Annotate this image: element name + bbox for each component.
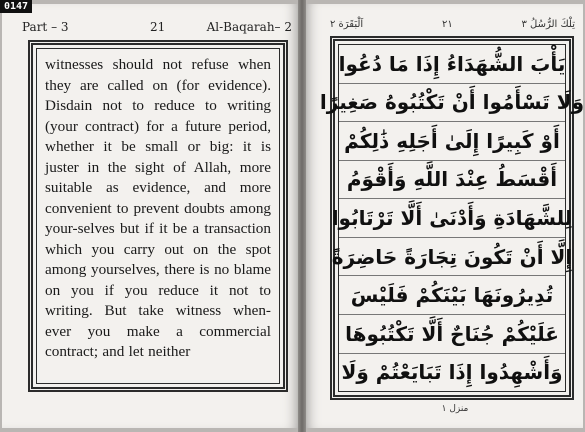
arabic-line: أَقْسَطُ عِنْدَ اللَّهِ وَأَقْوَمُ	[339, 161, 565, 200]
right-page-header	[330, 19, 575, 35]
translation-line: witnesses should not refuse	[45, 56, 229, 73]
translation-frame-inner	[36, 48, 280, 384]
translation-line: contract; and let neither	[45, 343, 191, 360]
translation-line: future period, whether it be small	[45, 117, 272, 155]
translation-line: or big: it is juster in the sight of	[45, 138, 272, 176]
translation-line: yourselves, there is no blame on	[45, 261, 271, 299]
arabic-text-frame	[319, 36, 585, 400]
arabic-line: عَلَيْكُمْ جُنَاحٌ أَلَّا تَكْتُبُوهَا	[339, 315, 565, 354]
book-gutter	[298, 0, 306, 432]
translation-line: Allah, more suitable as evidence,	[45, 158, 271, 196]
page-id-badge: 0147	[0, 0, 32, 13]
surah-label-arabic: اَلْبَقَرَة ٢	[330, 19, 364, 30]
manzil-footer: منزل ١	[441, 404, 469, 414]
arabic-line: أَوْ كَبِيرًا إِلَىٰ أَجَلِهِ ذَٰلِكُمْ	[339, 122, 565, 161]
translation-line: doubts among your-selves but if	[45, 199, 272, 237]
translation-line: you if you reduce it not to	[71, 281, 272, 299]
arabic-line: وَأَشْهِدُوا إِذَا تَبَايَعْتُمْ وَلَا	[341, 360, 563, 385]
translation-line: writing. But take witness when-	[45, 302, 271, 319]
surah-label: Al-Baqarah– 2	[206, 20, 292, 34]
arabic-line: لِلشَّهَادَةِ وَأَدْنَىٰ أَلَّا تَرْتَابُوا	[339, 199, 565, 238]
translation-line: to writing (your contract) for a	[45, 97, 272, 135]
arabic-line: تُدِيرُونَهَا بَيْنَكُمْ فَلَيْسَ	[339, 276, 565, 315]
translation-line: and more convenient to prevent	[45, 179, 272, 217]
translation-frame	[28, 40, 288, 392]
arabic-line: يَأْبَ الشُّهَدَاءُ إِذَا مَا دُعُوا	[339, 45, 565, 84]
translation-line: it be a transaction which you	[45, 220, 271, 258]
page-number-arabic: ٢١	[442, 19, 453, 30]
left-page-header	[22, 20, 292, 38]
translation-line: ever you make a commercial	[45, 322, 271, 340]
translation-text	[45, 55, 271, 363]
translation-line: carry out on the spot among	[45, 240, 271, 278]
arabic-line: إِلَّا أَنْ تَكُونَ تِجَارَةً حَاضِرَةً	[339, 238, 565, 277]
part-label: Part – 3	[22, 20, 69, 34]
arabic-line: وَلَا تَسْأَمُوا أَنْ تَكْتُبُوهُ صَغِيرًا	[339, 84, 565, 123]
translation-line: evidence). Disdain not to reduce	[45, 76, 271, 114]
para-label-arabic: تِلْكَ الرُّسُلُ ٣	[521, 19, 575, 30]
translation-line: when they are called on (for	[45, 56, 271, 94]
page-number: 21	[150, 20, 166, 34]
arabic-text-frame-inner	[319, 44, 585, 392]
